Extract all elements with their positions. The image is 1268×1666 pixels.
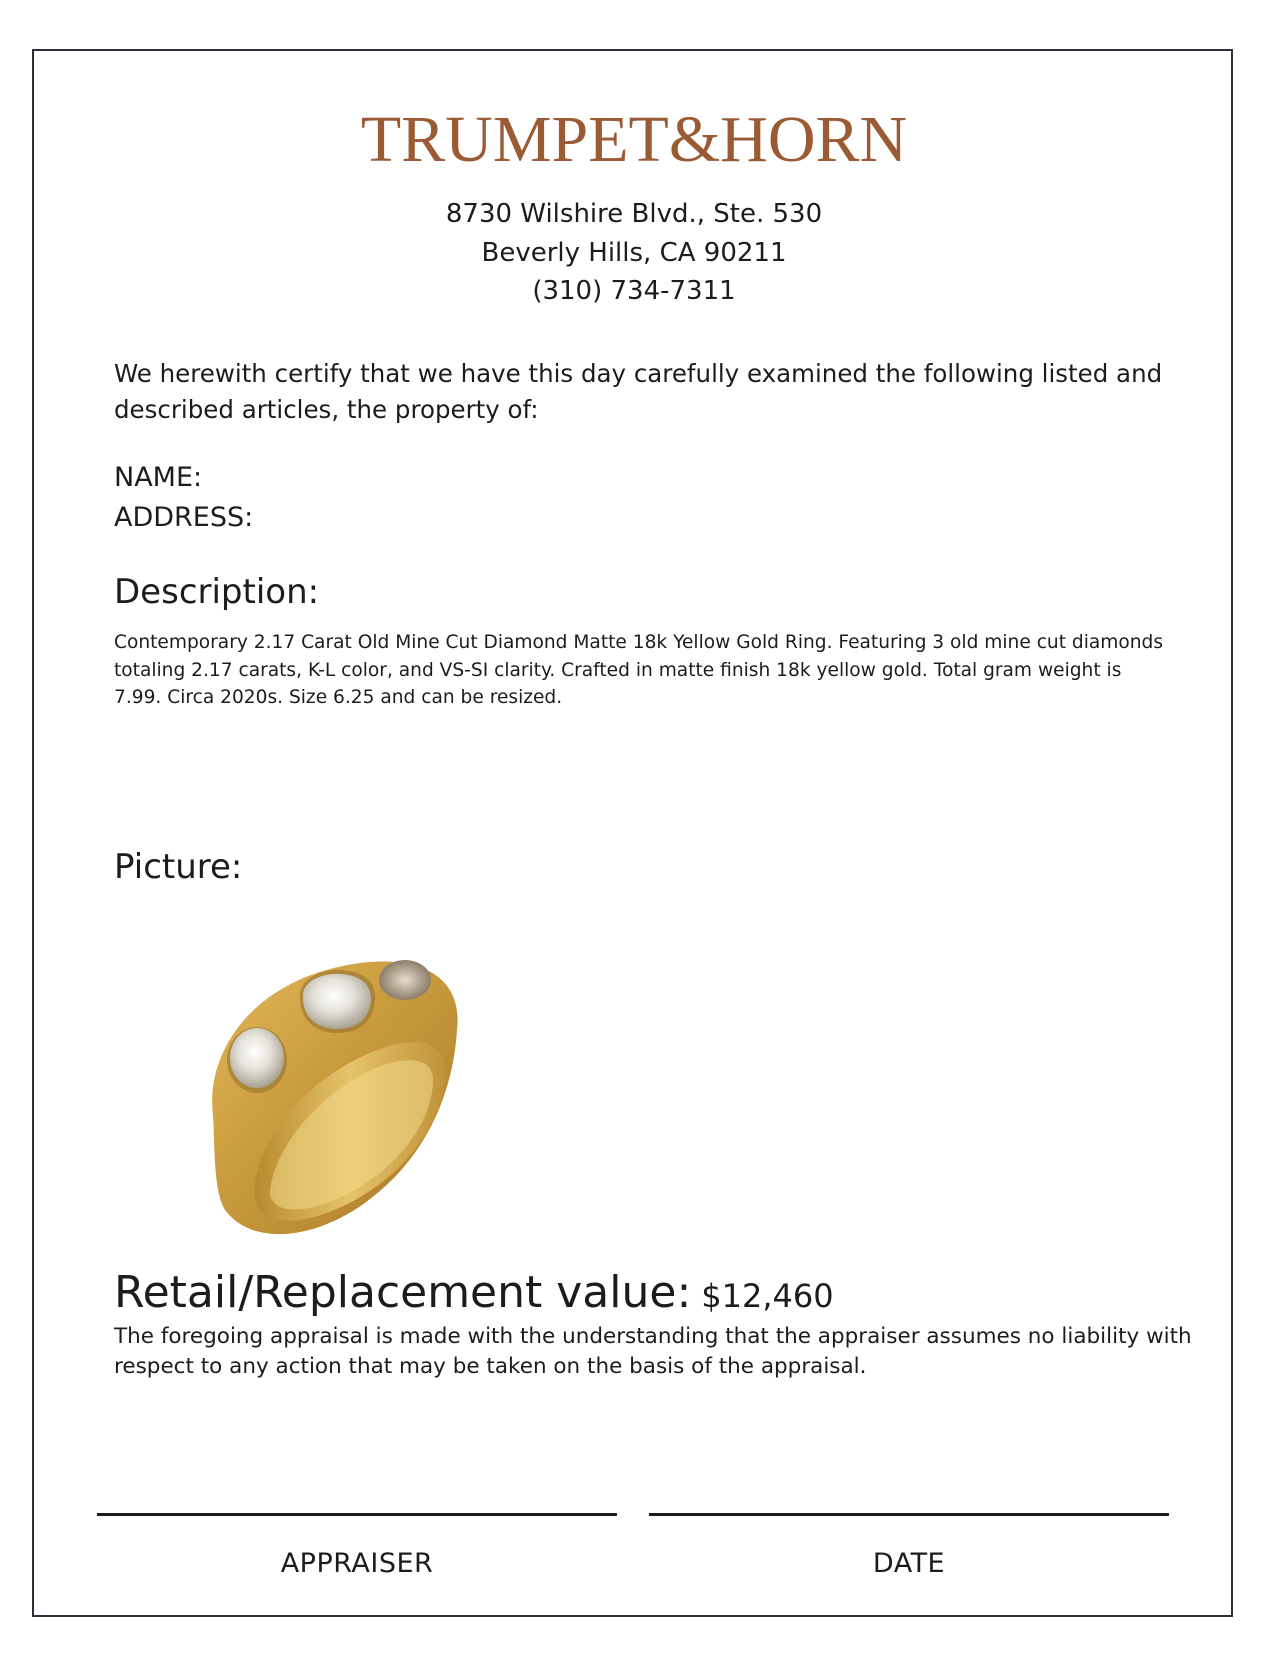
description-heading: Description: — [114, 572, 320, 612]
certification-statement: We herewith certify that we have this day carefully examined the following listed and described articles, the property of: — [114, 359, 1163, 424]
date-label: DATE — [872, 1548, 946, 1579]
ring-photo — [195, 955, 490, 1245]
name-label: NAME: — [114, 462, 203, 493]
date-signature-line — [649, 1513, 1169, 1516]
address-label: ADDRESS: — [114, 502, 254, 533]
disclaimer-text: The foregoing appraisal is made with the understanding that the appraiser assumes no liability with respect to any action that may be taken on the basis of the appraisal. — [114, 1324, 1192, 1379]
address-phone: (310) 734-7311 — [532, 276, 736, 306]
value-label: Retail/Replacement value: — [114, 1267, 692, 1318]
picture-heading: Picture: — [114, 847, 243, 887]
brand-logo: TRUMPET&HORN — [360, 103, 908, 176]
value-amount: $12,460 — [701, 1277, 834, 1315]
value-row — [114, 1265, 834, 1324]
address-city: Beverly Hills, CA 90211 — [481, 237, 787, 268]
address-street: 8730 Wilshire Blvd., Ste. 530 — [445, 199, 823, 229]
appraiser-label: APPRAISER — [280, 1548, 434, 1579]
address-block — [0, 195, 1268, 311]
appraiser-signature-line — [97, 1513, 617, 1516]
description-text: Contemporary 2.17 Carat Old Mine Cut Diamond Matte 18k Yellow Gold Ring. Featuring 3 old mine cut diamonds totaling 2.17 carats, K-L color, and VS-SI clarity. Crafted in matte finish 18k yellow gold. Total gram weight is 7.99. Circa 2020s. Size 6.25 and can be resized. — [114, 632, 1164, 708]
